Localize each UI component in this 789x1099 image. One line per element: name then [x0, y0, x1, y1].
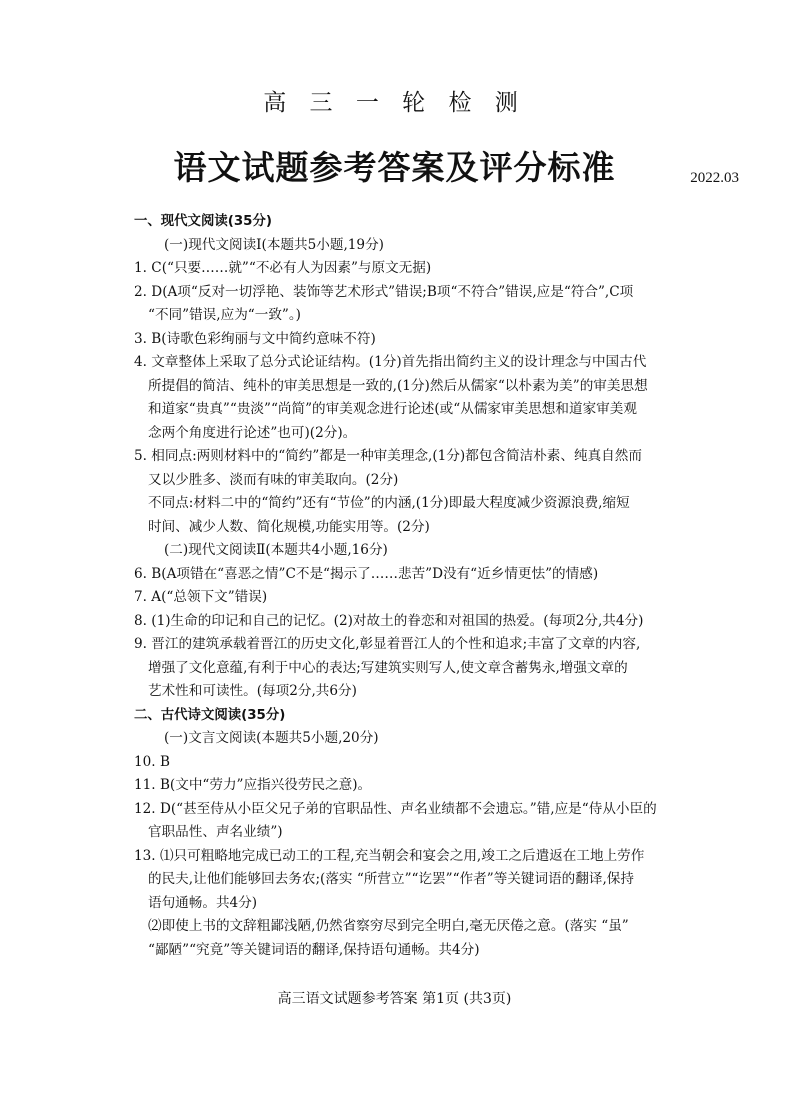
answer-line: 所提倡的简洁、纯朴的审美思想是一致的,(1分)然后从儒家“以朴素为美”的审美思想 [148, 377, 648, 394]
answer-line: 13. ⑴只可粗略地完成已动工的工程,充当朝会和宴会之用,竣工之后遣返在工地上劳作 [134, 847, 645, 864]
answer-line: 9. 晋江的建筑承载着晋江的历史文化,彰显着晋江人的个性和追求;丰富了文章的内容, [134, 636, 641, 652]
answer-line: 念两个角度进行论述”也可)(2分)。 [148, 424, 357, 441]
answer-line: 6. B(A项错在“喜恶之情”C不是“揭示了……悲苦”D没有“近乡情更怯”的情感) [134, 565, 599, 582]
answer-content [134, 210, 734, 962]
answer-line: 增强了文化意蕴,有利于中心的表达;写建筑实则写人,使文章含蓄隽永,增强文章的 [148, 659, 628, 676]
answer-line: 5. 相同点:两则材料中的“简约”都是一种审美理念,(1分)都包含简洁朴素、纯真自然而 [134, 448, 642, 464]
answer-line: 3. B(诗歌色彩绚丽与文中简约意味不符) [134, 330, 376, 347]
answer-line: 1. C(“只要……就”“不必有人为因素”与原文无据) [134, 260, 432, 276]
answer-line: 4. 文章整体上采取了总分式论证结构。(1分)首先指出简约主义的设计理念与中国古代 [134, 354, 647, 370]
answer-line: 和道家“贵真”“贵淡”“尚简”的审美观念进行论述(或“从儒家审美思想和道家审美观 [148, 401, 637, 417]
page-title: 语文试题参考答案及评分标准 [173, 148, 616, 187]
answer-line: 2. D(A项“反对一切浮艳、装饰等艺术形式”错误;B项“不符合”错误,应是“符合”,C项 [134, 283, 634, 300]
answer-line: 12. D(“甚至侍从小臣父兄子弟的官职品性、声名业绩都不会遗忘。”错,应是“侍从小臣的 [134, 800, 657, 817]
section-heading: 二、古代诗文阅读(35分) [134, 707, 286, 723]
exam-subtitle: 高 三 一 轮 检 测 [263, 90, 526, 116]
answer-line: 语句通畅。共4分) [148, 894, 258, 911]
answer-line: 11. B(文中“劳力”应指兴役劳民之意)。 [134, 777, 372, 793]
answer-line: 官职品性、声名业绩”) [148, 824, 283, 840]
subsection-heading: (一)文言文阅读(本题共5小题,20分) [164, 730, 379, 746]
exam-date: 2022.03 [690, 170, 739, 186]
subsection-heading: (二)现代文阅读Ⅱ(本题共4小题,16分) [164, 542, 388, 558]
answer-line: 8. (1)生命的印记和自己的记忆。(2)对故土的眷恋和对祖国的热爱。(每项2分,共4分) [134, 612, 644, 629]
answer-line: 艺术性和可读性。(每项2分,共6分) [148, 683, 357, 699]
answer-line: 时间、减少人数、简化规模,功能实用等。(2分) [148, 518, 430, 535]
section-heading: 一、现代文阅读(35分) [134, 214, 272, 229]
answer-line: 10. B [134, 753, 170, 770]
answer-line: ⑵即使上书的文辞粗鄙浅陋,仍然省察穷尽到完全明白,毫无厌倦之意。(落实 “虽” [148, 918, 629, 934]
answer-line: 7. A(“总领下文”错误) [134, 589, 268, 605]
answer-line: “不同”错误,应为“一致”。) [148, 307, 301, 323]
page-footer: 高三语文试题参考答案 第1页 (共3页) [277, 991, 512, 1007]
answer-line: 不同点:材料二中的“简约”还有“节俭”的内涵,(1分)即最大程度减少资源浪费,缩短 [148, 495, 630, 511]
answer-line: 的民夫,让他们能够回去务农;(落实 “所营立”“讫罢”“作者”等关键词语的翻译,保持 [148, 871, 634, 887]
answer-line: “鄙陋”“究竟”等关键词语的翻译,保持语句通畅。共4分) [148, 941, 480, 958]
subsection-heading: (一)现代文阅读Ⅰ(本题共5小题,19分) [164, 236, 384, 253]
answer-line: 又以少胜多、淡而有味的审美取向。(2分) [148, 471, 399, 488]
